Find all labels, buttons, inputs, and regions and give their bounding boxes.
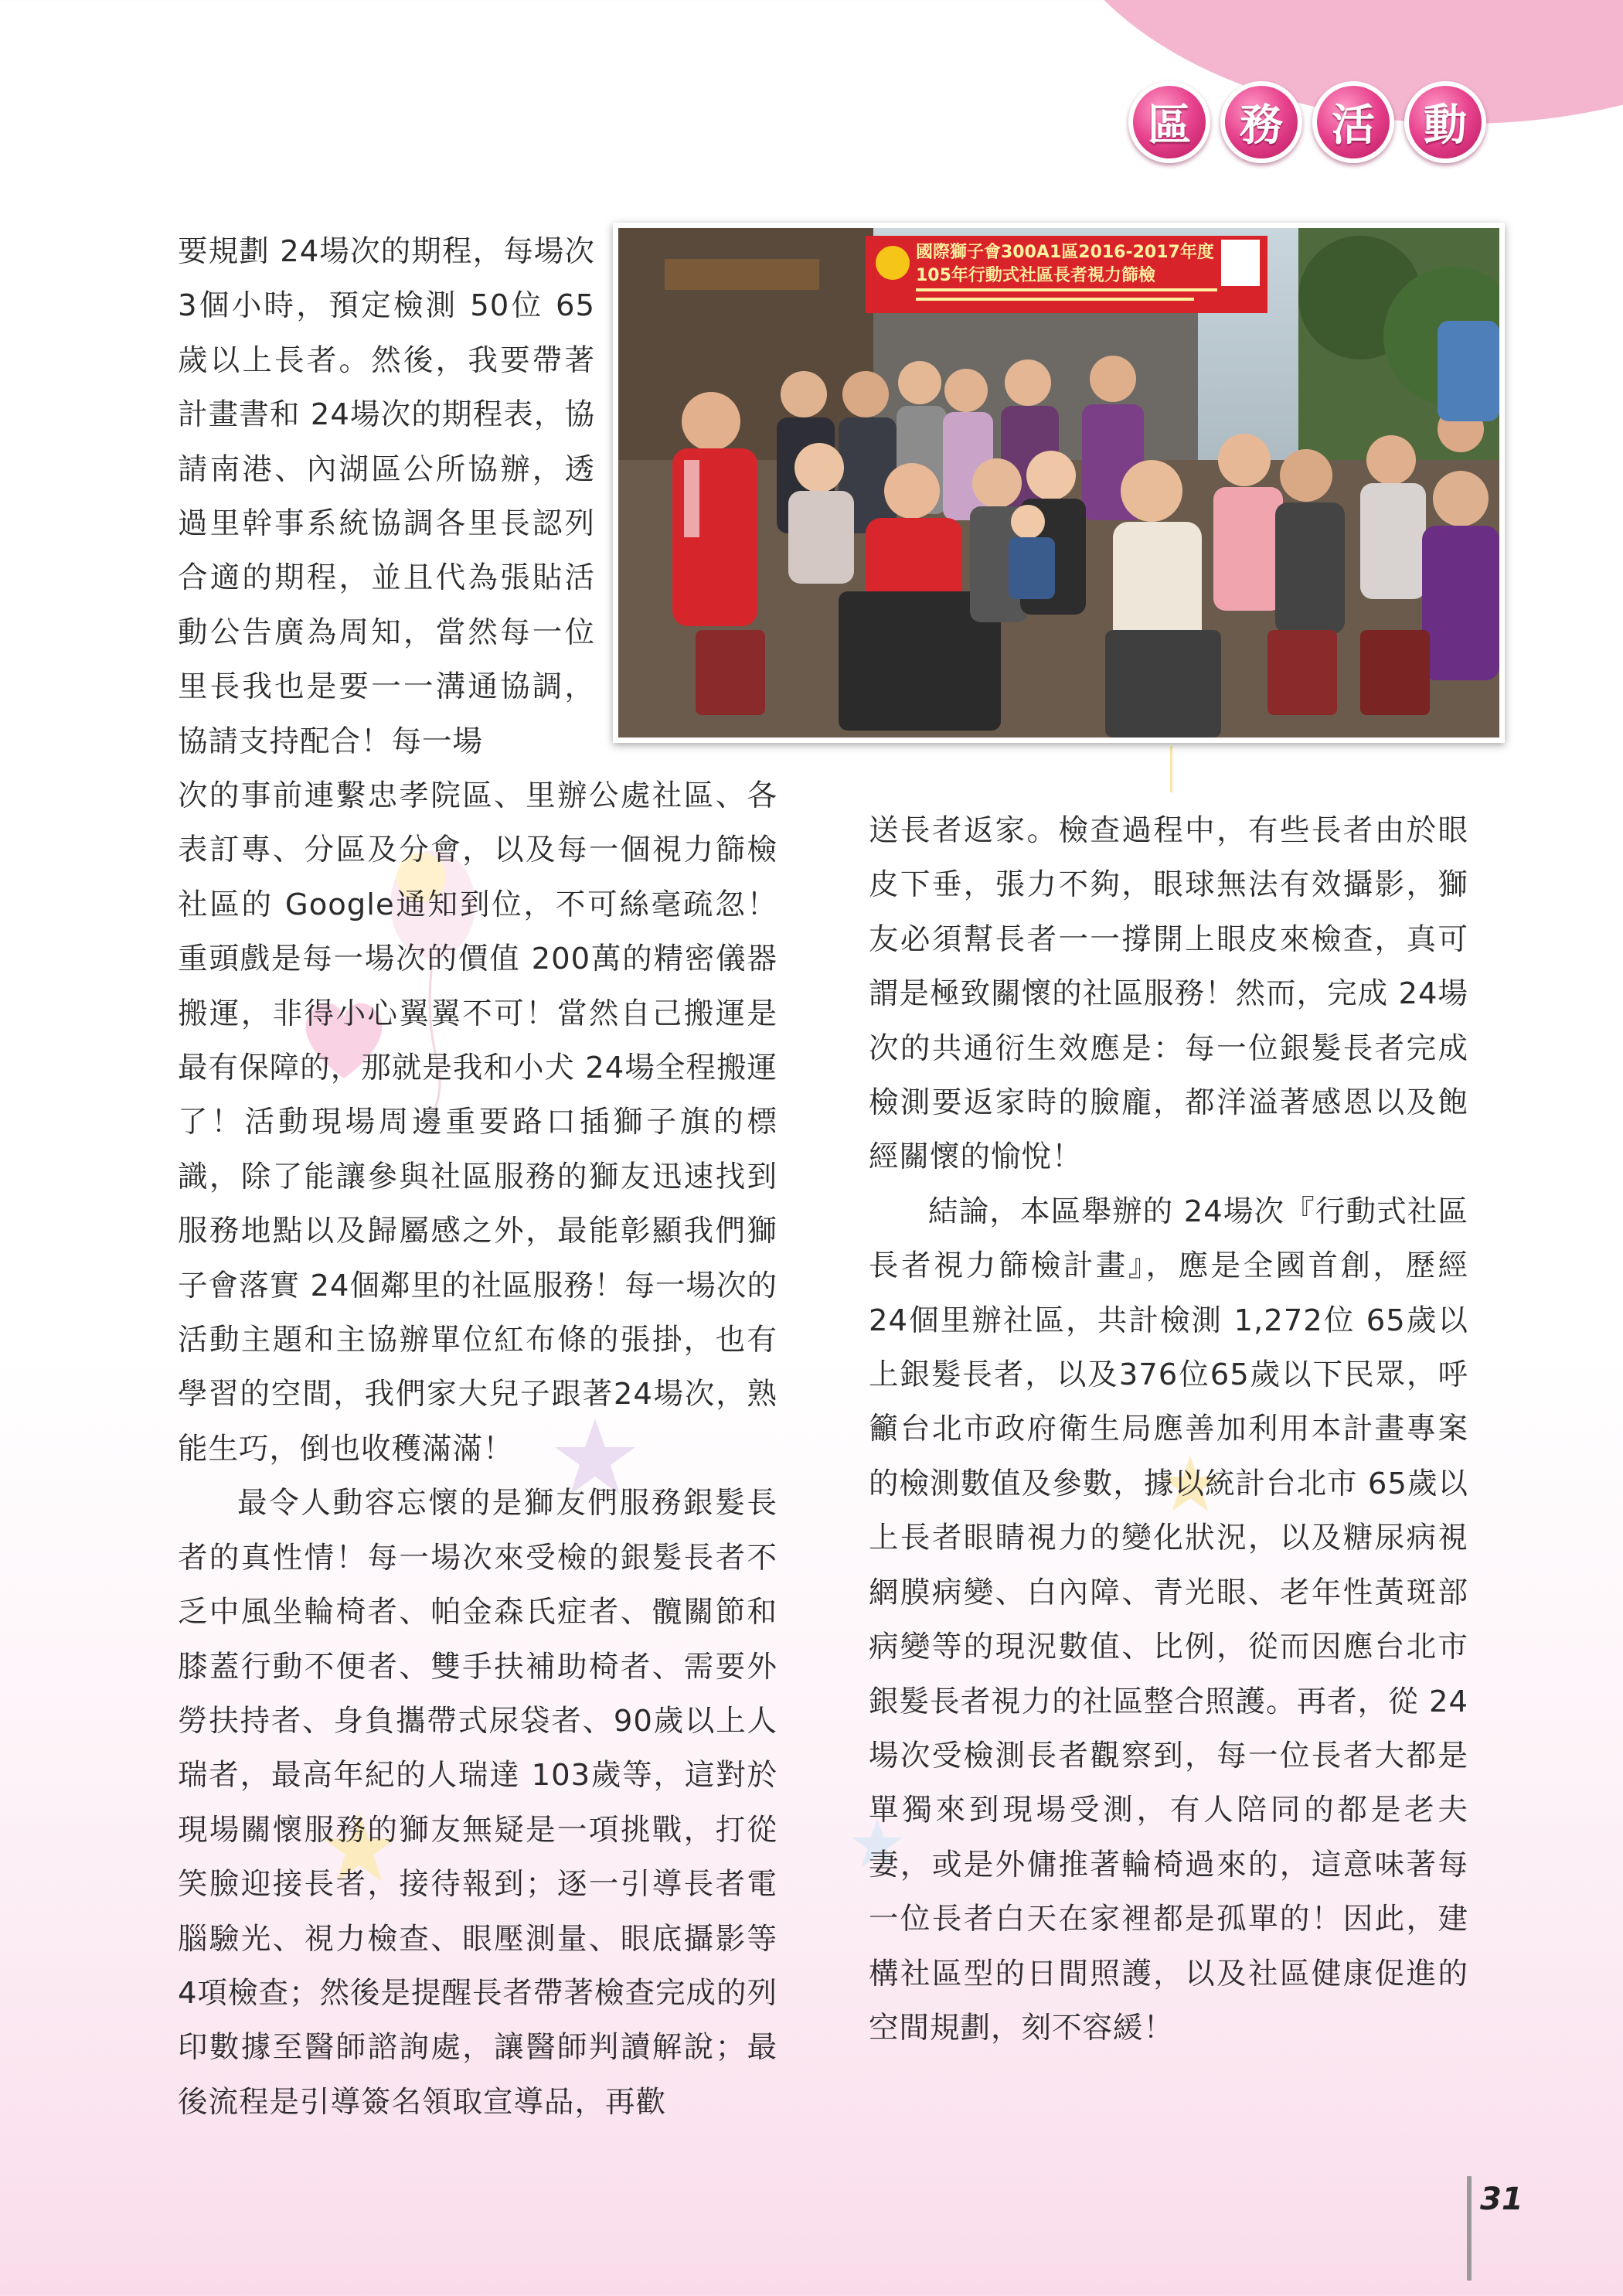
column2-text	[869, 804, 1468, 2056]
banner-text-1: 國際獅子會300A1區2016-2017年度	[916, 243, 1214, 262]
paragraph: 要規劃 24場次的期程，每場次 3個小時，預定檢測 50位 65歲以上長者。然後，我要帶著計畫書和 24場次的期程表，協請南港、內湖區公所協辦，透過里幹事系統協調各里長認列合適的期程，並且代為張貼活動公告廣為周知，當然每一位里長我也是要一一溝通協調，協請支持配合！每一場	[178, 234, 595, 759]
page-number-rule	[1467, 2176, 1472, 2281]
paragraph: 結論，本區舉辦的 24場次『行動式社區長者視力篩檢計畫』，應是全國首創，歷經 24個里辦社區，共計檢測 1,272位 65歲以上銀髮長者，以及376位65歲以下民眾，呼籲台北市政府衛生局應善加利用本計畫專案的檢測數值及參數，據以統計台北市 65歲以上長者眼睛視力的變化狀況，以及糖尿病視網膜病變、白內障、青光眼、老年性黃斑部病變等的現況數值、比例，從而因應台北市銀髮長者視力的社區整合照護。再者，從 24場次受檢測長者觀察到，每一位長者大都是單獨來到現場受測，有人陪同的都是老夫妻，或是外傭推著輪椅過來的，這意味著每一位長者白天在家裡都是孤單的！因此，建構社區型的日間照護，以及社區健康促進的空間規劃，刻不容緩！	[869, 1194, 1468, 2046]
page-number: 31	[1480, 2182, 1523, 2217]
column1-text	[178, 769, 777, 2130]
header-badge: 區	[1128, 81, 1210, 163]
paragraph: 次的事前連繫忠孝院區、里辦公處社區、各表訂專、分區及分會，以及每一個視力篩檢社區的 Google通知到位，不可絲毫疏忽！重頭戲是每一場次的價值 200萬的精密儀器搬運，非得小心翼翼不可！當然自己搬運是最有保障的，那就是我和小犬 24場全程搬運了！活動現場周邊重要路口插獅子旗的標識，除了能讓參與社區服務的獅友迅速找到服務地點以及歸屬感之外，最能彰顯我們獅子會落實 24個鄰里的社區服務！每一場次的活動主題和主協辦單位紅布條的張掛，也有學習的空間，我們家大兒子跟著24場次，熟能生巧，倒也收穫滿滿！	[178, 778, 777, 1467]
paragraph: 最令人動容忘懷的是獅友們服務銀髮長者的真性情！每一場次來受檢的銀髮長者不乏中風坐輪椅者、帕金森氏症者、髖關節和膝蓋行動不便者、雙手扶補助椅者、需要外勞扶持者、身負攜帶式尿袋者、90歲以上人瑞者，最高年紀的人瑞達 103歲等，這對於現場關懷服務的獅友無疑是一項挑戰，打從笑臉迎接長者，接待報到；逐一引導長者電腦驗光、視力檢查、眼壓測量、眼底攝影等 4項檢查；然後是提醒長者帶著檢查完成的列印數據至醫師諮詢處，讓醫師判讀解說；最後流程是引導簽名領取宣導品，再歡	[178, 1486, 777, 2120]
section-header	[1128, 81, 1486, 163]
banner-text-2: 105年行動式社區長者視力篩檢	[916, 266, 1155, 285]
header-badge: 務	[1220, 81, 1302, 163]
event-photo	[613, 223, 1505, 743]
group-photo-image	[618, 228, 1499, 738]
header-badge: 活	[1312, 81, 1394, 163]
column1-top-text	[178, 225, 595, 769]
thread-decoration	[1170, 746, 1172, 792]
paragraph: 送長者返家。檢查過程中，有些長者由於眼皮下垂，張力不夠，眼球無法有效攝影，獅友必須幫長者一一撐開上眼皮來檢查，真可謂是極致關懷的社區服務！然而，完成 24場次的共通衍生效應是：每一位銀髮長者完成檢測要返家時的臉龐，都洋溢著感恩以及飽經關懷的愉悅！	[869, 813, 1468, 1175]
header-badge: 動	[1404, 81, 1486, 163]
